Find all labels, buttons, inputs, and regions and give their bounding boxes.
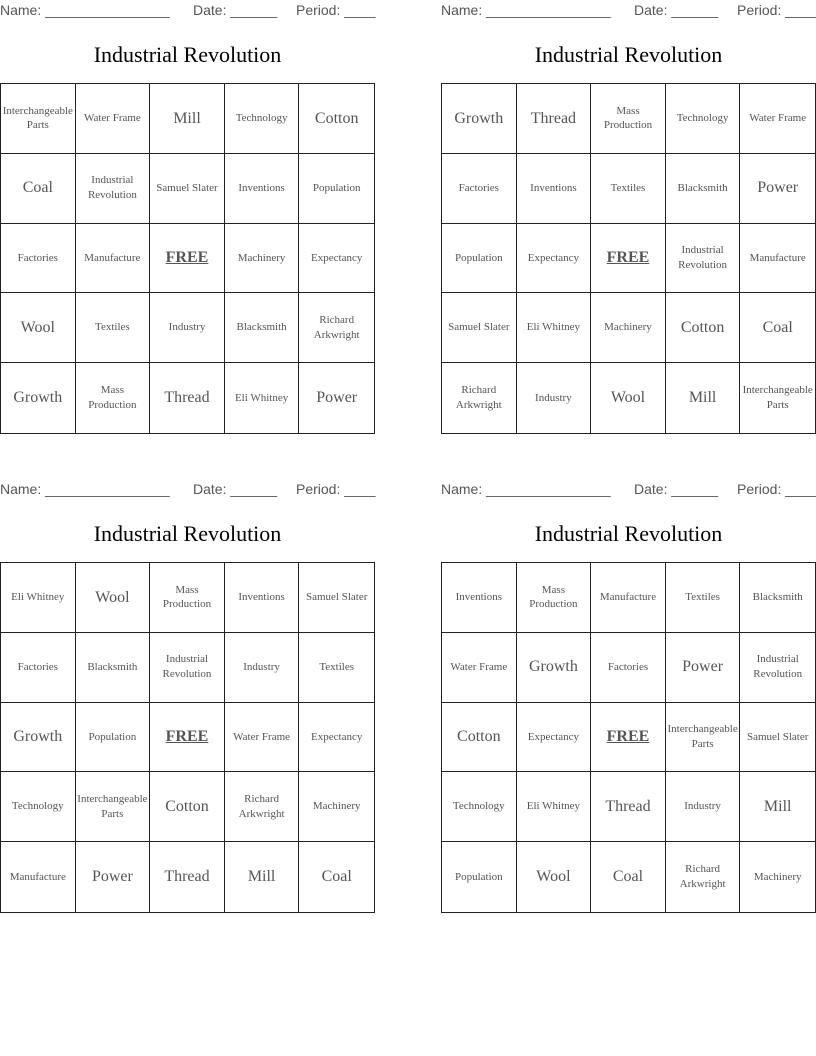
card-title: Industrial Revolution	[93, 521, 282, 546]
free-space: FREE	[591, 224, 666, 294]
bingo-cell: Growth	[442, 84, 517, 154]
name-field: Name: ________________	[441, 481, 611, 497]
bingo-grid	[441, 83, 816, 434]
bingo-cell: Interchangeable Parts	[742, 384, 813, 412]
bingo-cell: Water Frame	[740, 84, 815, 154]
bingo-cell: Interchangeable Parts	[666, 703, 741, 773]
bingo-cell: Mass Production	[517, 563, 592, 633]
bingo-cell: Richard Arkwright	[225, 772, 300, 842]
date-field: Date: ______	[634, 2, 719, 18]
bingo-cell: Interchangeable Parts	[1, 84, 76, 154]
bingo-cell: Population	[442, 224, 517, 294]
bingo-cell: Growth	[1, 363, 76, 433]
bingo-cell: Factories	[1, 224, 76, 294]
bingo-cell: Industry	[517, 363, 592, 433]
bingo-cell: Blacksmith	[666, 154, 741, 224]
bingo-cell: Power	[740, 154, 815, 224]
bingo-cell: Machinery	[225, 224, 300, 294]
bingo-cell: Inventions	[442, 563, 517, 633]
bingo-cell: Industrial Revolution	[740, 633, 815, 703]
bingo-card-3	[0, 479, 375, 914]
bingo-cell: Machinery	[299, 772, 374, 842]
bingo-cell: Richard Arkwright	[666, 842, 741, 912]
bingo-cell: Power	[316, 389, 358, 407]
bingo-cell: Growth	[1, 703, 76, 773]
bingo-cell: Machinery	[591, 293, 666, 363]
bingo-cell: Inventions	[517, 154, 592, 224]
bingo-cell: Eli Whitney	[225, 363, 300, 433]
free-space: FREE	[150, 224, 225, 294]
bingo-cell: Mass Production	[591, 84, 666, 154]
bingo-cell: Manufacture	[591, 563, 666, 633]
bingo-cell: Factories	[1, 633, 76, 703]
bingo-cell: Mill	[740, 772, 815, 842]
bingo-cell: Samuel Slater	[299, 563, 374, 633]
bingo-cell: Expectancy	[517, 703, 592, 773]
bingo-cell: Technology	[1, 772, 76, 842]
bingo-cell: Mill	[150, 84, 225, 154]
bingo-cell: Factories	[442, 154, 517, 224]
bingo-cell: Samuel Slater	[442, 293, 517, 363]
bingo-cell: Eli Whitney	[1, 563, 76, 633]
bingo-card-4	[441, 479, 816, 914]
bingo-cell: Textiles	[666, 563, 741, 633]
bingo-cell: Water Frame	[442, 633, 517, 703]
date-field: Date: ______	[634, 481, 719, 497]
student-header	[441, 479, 816, 499]
bingo-cell: Coal	[591, 842, 666, 912]
student-header	[0, 0, 375, 20]
bingo-cell: Industry	[225, 633, 300, 703]
bingo-cell: Water Frame	[76, 84, 151, 154]
bingo-cell: Mill	[666, 363, 741, 433]
bingo-cell: Thread	[150, 363, 225, 433]
bingo-cell: Eli Whitney	[517, 772, 592, 842]
period-field: Period: ____	[737, 481, 816, 497]
bingo-cell: Population	[76, 703, 151, 773]
period-field: Period: ____	[737, 2, 816, 18]
bingo-cell: Textiles	[76, 293, 151, 363]
bingo-cell: Power	[76, 842, 151, 912]
bingo-cell: Coal	[1, 154, 76, 224]
bingo-cell: Population	[299, 154, 374, 224]
period-field: Period: ____	[296, 481, 376, 497]
bingo-cell: Cotton	[299, 84, 374, 154]
bingo-cell: Expectancy	[299, 224, 374, 294]
bingo-cell: Wool	[591, 363, 666, 433]
bingo-cell: Coal	[321, 868, 352, 886]
bingo-cell: Technology	[666, 84, 741, 154]
card-title: Industrial Revolution	[534, 521, 723, 546]
card-title: Industrial Revolution	[534, 42, 723, 67]
bingo-cell: Industrial Revolution	[76, 154, 151, 224]
bingo-cell: Thread	[591, 772, 666, 842]
bingo-cell: Wool	[76, 563, 151, 633]
bingo-cell: Coal	[740, 293, 815, 363]
bingo-cell: Inventions	[225, 154, 300, 224]
name-field: Name: ________________	[0, 2, 170, 18]
bingo-cell: Mill	[225, 842, 300, 912]
bingo-cell: Textiles	[299, 633, 374, 703]
bingo-cell: Technology	[442, 772, 517, 842]
bingo-cell: Thread	[517, 84, 592, 154]
name-field: Name: ________________	[0, 481, 170, 497]
name-field: Name: ________________	[441, 2, 611, 18]
student-header	[441, 0, 816, 20]
bingo-cell: Inventions	[225, 563, 300, 633]
bingo-cell: Richard Arkwright	[299, 293, 374, 363]
bingo-cell: Population	[442, 842, 517, 912]
card-title: Industrial Revolution	[93, 42, 282, 67]
bingo-cell: Industrial Revolution	[150, 633, 225, 703]
free-space: FREE	[150, 703, 225, 773]
date-field: Date: ______	[193, 2, 278, 18]
date-field: Date: ______	[193, 481, 278, 497]
bingo-cell: Richard Arkwright	[442, 363, 517, 433]
bingo-cell: Mass Production	[76, 363, 151, 433]
bingo-cell: Water Frame	[225, 703, 300, 773]
bingo-cell: Cotton	[442, 703, 517, 773]
bingo-cell: Industry	[666, 772, 741, 842]
bingo-cell: Thread	[150, 842, 225, 912]
bingo-cell: Expectancy	[299, 703, 374, 773]
bingo-cell: Blacksmith	[740, 563, 815, 633]
bingo-cell: Interchangeable Parts	[76, 772, 151, 842]
bingo-cell: Industry	[150, 293, 225, 363]
bingo-cell: Industrial Revolution	[666, 224, 741, 294]
bingo-cell: Factories	[591, 633, 666, 703]
bingo-cell: Cotton	[666, 293, 741, 363]
bingo-cell: Machinery	[753, 870, 802, 883]
bingo-cell: Mass Production	[150, 563, 225, 633]
bingo-cell: Samuel Slater	[150, 154, 225, 224]
bingo-cell: Technology	[225, 84, 300, 154]
bingo-cell: Samuel Slater	[740, 703, 815, 773]
bingo-cell: Manufacture	[740, 224, 815, 294]
bingo-cell: Blacksmith	[76, 633, 151, 703]
period-field: Period: ____	[296, 2, 376, 18]
bingo-cell: Blacksmith	[225, 293, 300, 363]
bingo-cell: Power	[666, 633, 741, 703]
free-space: FREE	[591, 703, 666, 773]
student-header	[0, 479, 375, 499]
bingo-cell: Wool	[1, 293, 76, 363]
bingo-cell: Textiles	[591, 154, 666, 224]
bingo-cell: Wool	[517, 842, 592, 912]
bingo-grid	[0, 83, 375, 434]
bingo-card-1	[0, 0, 375, 435]
bingo-cell: Cotton	[150, 772, 225, 842]
bingo-cell: Manufacture	[76, 224, 151, 294]
bingo-cell: Manufacture	[1, 842, 76, 912]
bingo-grid	[0, 562, 375, 913]
bingo-cell: Growth	[517, 633, 592, 703]
bingo-grid	[441, 562, 816, 913]
bingo-cell: Expectancy	[517, 224, 592, 294]
bingo-cell: Eli Whitney	[517, 293, 592, 363]
bingo-card-2	[441, 0, 816, 435]
